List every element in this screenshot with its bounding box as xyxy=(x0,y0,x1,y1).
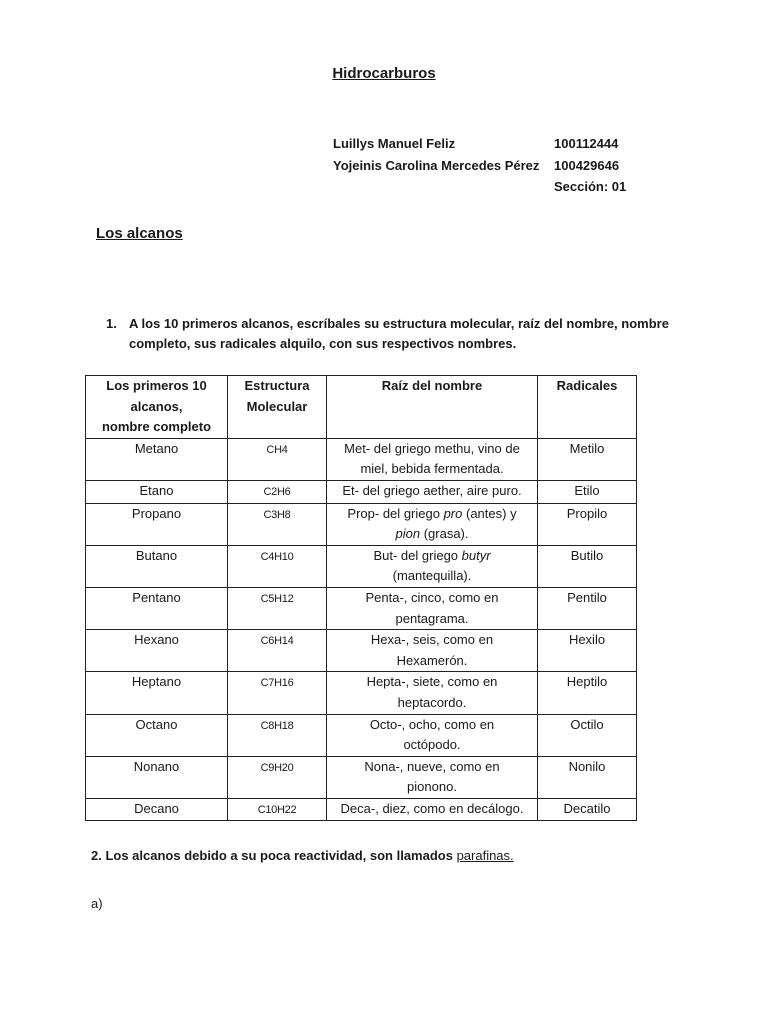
formula-cell xyxy=(228,672,327,714)
radical-cell: Hexilo xyxy=(538,630,637,672)
root-cell xyxy=(327,630,538,672)
table-row xyxy=(86,587,637,629)
alkanes-table xyxy=(85,375,637,821)
table-row xyxy=(86,438,637,480)
root-line: octópodo. xyxy=(403,737,461,753)
radical-cell: Metilo xyxy=(538,438,637,480)
question-1-line: completo, sus radicales alquilo, con sus respectivos nombres. xyxy=(129,336,517,351)
radical-cell: Pentilo xyxy=(538,587,637,629)
table-row xyxy=(86,630,637,672)
alkane-name-cell: Butano xyxy=(86,545,228,587)
table-row xyxy=(86,714,637,756)
alkane-name-cell: Propano xyxy=(86,503,228,545)
formula-cell xyxy=(228,438,327,480)
formula-text: C9H20 xyxy=(260,761,294,774)
root-line: heptacordo. xyxy=(397,694,467,710)
root-line: But- del griego butyr xyxy=(373,547,491,563)
document-title: Hidrocarburos xyxy=(332,65,436,82)
header-line: Raíz del nombre xyxy=(381,378,483,393)
formula-cell xyxy=(228,630,327,672)
header-structure xyxy=(228,376,327,439)
root-line: Et- del griego aether, aire puro. xyxy=(342,482,522,498)
root-line: Prop- del griego pro (antes) y xyxy=(347,505,517,521)
formula-text: C7H16 xyxy=(260,677,294,690)
header-radicals xyxy=(538,376,637,439)
alkane-name-cell: Hexano xyxy=(86,630,228,672)
header-line: Molecular xyxy=(246,398,308,414)
formula-cell xyxy=(228,480,327,503)
root-cell xyxy=(327,503,538,545)
table-row xyxy=(86,798,637,821)
root-line: miel, bebida fermentada. xyxy=(360,461,504,477)
alkane-name-cell: Heptano xyxy=(86,672,228,714)
question-1-text xyxy=(129,314,681,354)
section-label: Sección: 01 xyxy=(554,179,627,194)
root-cell xyxy=(327,714,538,756)
formula-cell xyxy=(228,714,327,756)
root-cell xyxy=(327,798,538,821)
formula-text: C4H10 xyxy=(260,550,294,563)
radical-cell: Heptilo xyxy=(538,672,637,714)
question-2 xyxy=(91,848,514,863)
alkane-name-cell: Etano xyxy=(86,480,228,503)
alkanes-table-body xyxy=(86,438,637,821)
formula-cell xyxy=(228,503,327,545)
radical-cell: Nonilo xyxy=(538,756,637,798)
item-a-label: a) xyxy=(91,896,103,911)
author-id: 100429646 xyxy=(554,158,620,173)
formula-text: CH4 xyxy=(266,443,288,456)
question-2-text: 2. Los alcanos debido a su poca reactividad, son llamados xyxy=(91,848,457,863)
formula-cell xyxy=(228,756,327,798)
root-line: pentagrama. xyxy=(395,610,469,626)
radical-cell: Propilo xyxy=(538,503,637,545)
root-cell xyxy=(327,480,538,503)
table-row xyxy=(86,756,637,798)
formula-text: C8H18 xyxy=(260,719,294,732)
formula-text: C6H14 xyxy=(260,635,294,648)
header-line: Estructura xyxy=(244,378,310,393)
alkane-name-cell: Pentano xyxy=(86,587,228,629)
root-cell xyxy=(327,438,538,480)
question-1-line: A los 10 primeros alcanos, escríbales su estructura molecular, raíz del nombre, nombre xyxy=(129,316,669,331)
table-header-row xyxy=(86,376,637,439)
formula-cell xyxy=(228,587,327,629)
root-line: Met- del griego methu, vino de xyxy=(344,440,520,456)
question-1-number: 1. xyxy=(106,316,117,331)
alkane-name-cell: Octano xyxy=(86,714,228,756)
root-line: Nona-, nueve, como en xyxy=(364,758,500,774)
table-row xyxy=(86,503,637,545)
header-line: alcanos, xyxy=(130,398,183,414)
formula-text: C5H12 xyxy=(260,592,294,605)
root-cell xyxy=(327,545,538,587)
alkane-name-cell: Nonano xyxy=(86,756,228,798)
formula-text: C3H8 xyxy=(263,508,291,521)
alkane-name-cell: Metano xyxy=(86,438,228,480)
root-line: Deca-, diez, como en decálogo. xyxy=(340,800,524,816)
section-heading: Los alcanos xyxy=(96,225,183,242)
parafinas-link[interactable]: parafinas. xyxy=(456,848,514,863)
formula-cell xyxy=(228,798,327,821)
root-line: Hexamerón. xyxy=(396,652,468,668)
alkane-name-cell: Decano xyxy=(86,798,228,821)
root-line: Hexa-, seis, como en xyxy=(370,632,494,648)
root-line: pion (grasa). xyxy=(395,526,469,542)
header-line: Los primeros 10 xyxy=(106,378,207,393)
header-line: nombre completo xyxy=(101,419,212,435)
root-cell xyxy=(327,672,538,714)
root-line: Penta-, cinco, como en xyxy=(365,589,499,605)
root-line: Hepta-, siete, como en xyxy=(366,674,498,690)
author-name: Luillys Manuel Feliz xyxy=(333,136,456,151)
formula-text: C10H22 xyxy=(257,803,297,816)
table-row xyxy=(86,480,637,503)
root-line: (mantequilla). xyxy=(392,568,472,584)
table-row xyxy=(86,545,637,587)
root-cell xyxy=(327,756,538,798)
radical-cell: Butilo xyxy=(538,545,637,587)
radical-cell: Decatilo xyxy=(538,798,637,821)
header-line: Radicales xyxy=(556,378,618,393)
root-line: Octo-, ocho, como en xyxy=(369,716,495,732)
header-alkane-name xyxy=(86,376,228,439)
radical-cell: Octilo xyxy=(538,714,637,756)
table-row xyxy=(86,672,637,714)
root-line: pionono. xyxy=(407,779,457,795)
root-cell xyxy=(327,587,538,629)
author-id: 100112444 xyxy=(554,136,619,151)
header-root xyxy=(327,376,538,439)
radical-cell: Etilo xyxy=(538,480,637,503)
formula-cell xyxy=(228,545,327,587)
author-name: Yojeinis Carolina Mercedes Pérez xyxy=(333,158,540,173)
formula-text: C2H6 xyxy=(263,485,291,498)
